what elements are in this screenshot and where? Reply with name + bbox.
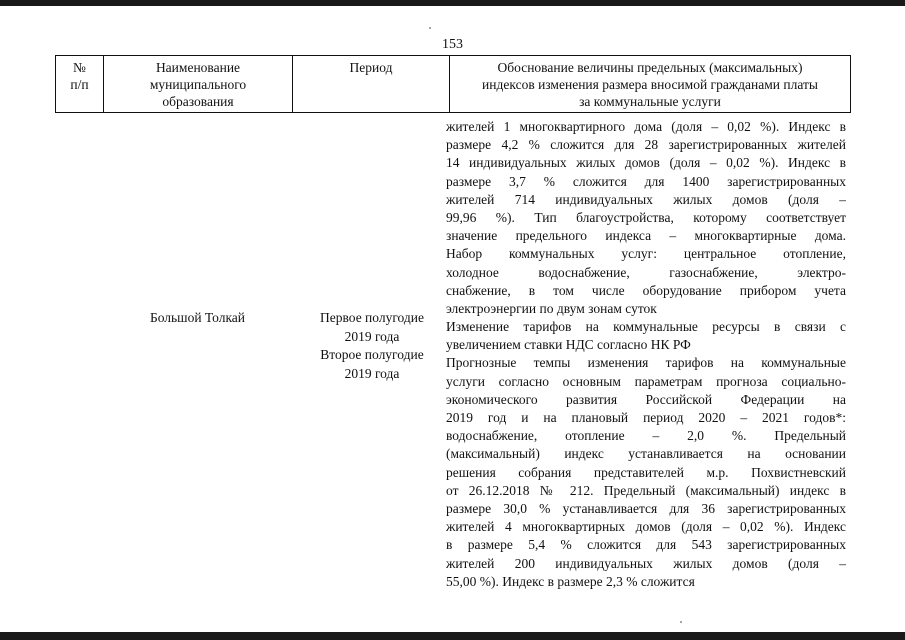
text-line: в размере 5,4 % сложится для 543 зарегистрированных <box>446 537 846 553</box>
period-second-half-label: Второе полугодие <box>320 347 424 362</box>
page-number: 153 <box>442 37 463 52</box>
second-half-paragraph <box>446 354 846 590</box>
period-first-half-year: 2019 года <box>344 328 400 344</box>
text-line: 55,00 %). Индекс в размере 2,3 % сложится <box>446 573 695 589</box>
text-line: решения собрания представителей м.р. Похвистневский <box>446 464 846 480</box>
text-line: 99,96 %). Тип благоустройства, которому соответствует <box>446 209 846 225</box>
text-line: услуги согласно основным параметрам прогноза социально- <box>446 373 846 389</box>
text-line: размере 30,0 % устанавливается для 36 зарегистрированных <box>446 500 846 516</box>
top-border-rule <box>0 0 905 6</box>
scan-speck <box>429 27 431 29</box>
header-name-line-3: образования <box>162 94 234 109</box>
header-justification-column <box>450 56 851 113</box>
header-number-line-2: п/п <box>70 77 89 92</box>
header-justification-line-1: Обоснование величины предельных (максимальных) <box>497 60 803 75</box>
text-line: водоснабжение, отопление – 2,0 %. Предельный <box>446 428 846 444</box>
header-number-line-1: № <box>73 60 86 75</box>
text-line: размере 4,2 % сложится для 28 зарегистрированных жителей <box>446 137 846 153</box>
municipality-name: Большой Толкай <box>149 310 246 325</box>
text-line: жителей 1 многоквартирного дома (доля – 0,02 %). Индекс в <box>446 119 846 134</box>
header-name-line-2: муниципального <box>149 77 247 92</box>
text-line: Прогнозные темпы изменения тарифов на коммунальные <box>446 355 846 371</box>
header-name-line-1: Наименование <box>155 60 241 75</box>
header-period-column: Период <box>293 56 450 113</box>
text-line: экономического развития Российской Федерации на <box>446 391 846 407</box>
header-justification-line-2: индексов изменения размера вносимой гражданами платы <box>482 77 818 92</box>
text-line: жителей 714 индивидуальных жилых домов (доля – <box>446 191 846 207</box>
text-line: Изменение тарифов на коммунальные ресурсы в связи с <box>446 319 846 335</box>
header-justification-line-3: за коммунальные услуги <box>579 94 721 109</box>
text-line: жителей 4 многоквартирных домов (доля – 0,02 %). Индекс <box>446 519 846 535</box>
first-half-paragraph <box>446 318 846 354</box>
justification-column <box>446 118 846 591</box>
text-line: от 26.12.2018 № 212. Предельный (максимальный) индекс в <box>446 482 846 498</box>
text-line: размере 3,7 % сложится для 1400 зарегистрированных <box>446 173 846 189</box>
period-column <box>292 309 452 383</box>
table-header <box>55 55 851 113</box>
continuation-paragraph <box>446 118 846 318</box>
header-name-column <box>104 56 293 113</box>
text-line: холодное водоснабжение, газоснабжение, электро- <box>446 264 846 280</box>
bottom-border-rule <box>0 632 905 640</box>
text-line: электроэнергии по двум зонам суток <box>446 300 657 316</box>
text-line: (максимальный) индекс устанавливается на основании <box>446 446 846 462</box>
text-line: увеличением ставки НДС согласно НК РФ <box>446 337 691 353</box>
text-line: снабжение, в том числе оборудование прибором учета <box>446 282 846 298</box>
scan-speck <box>680 621 682 623</box>
header-number-column <box>56 56 104 113</box>
text-line: 14 индивидуальных жилых домов (доля – 0,02 %). Индекс в <box>446 155 846 171</box>
text-line: значение предельного индекса – многоквартирные дома. <box>446 228 846 244</box>
text-line: 2019 год и на плановый период 2020 – 2021 годов*: <box>446 410 846 425</box>
period-second-half-year: 2019 года <box>344 365 400 381</box>
text-line: жителей 200 индивидуальных жилых домов (доля – <box>446 555 846 571</box>
text-line: Набор коммунальных услуг: центральное отопление, <box>446 246 846 262</box>
period-first-half-label: Первое полугодие <box>320 310 424 325</box>
